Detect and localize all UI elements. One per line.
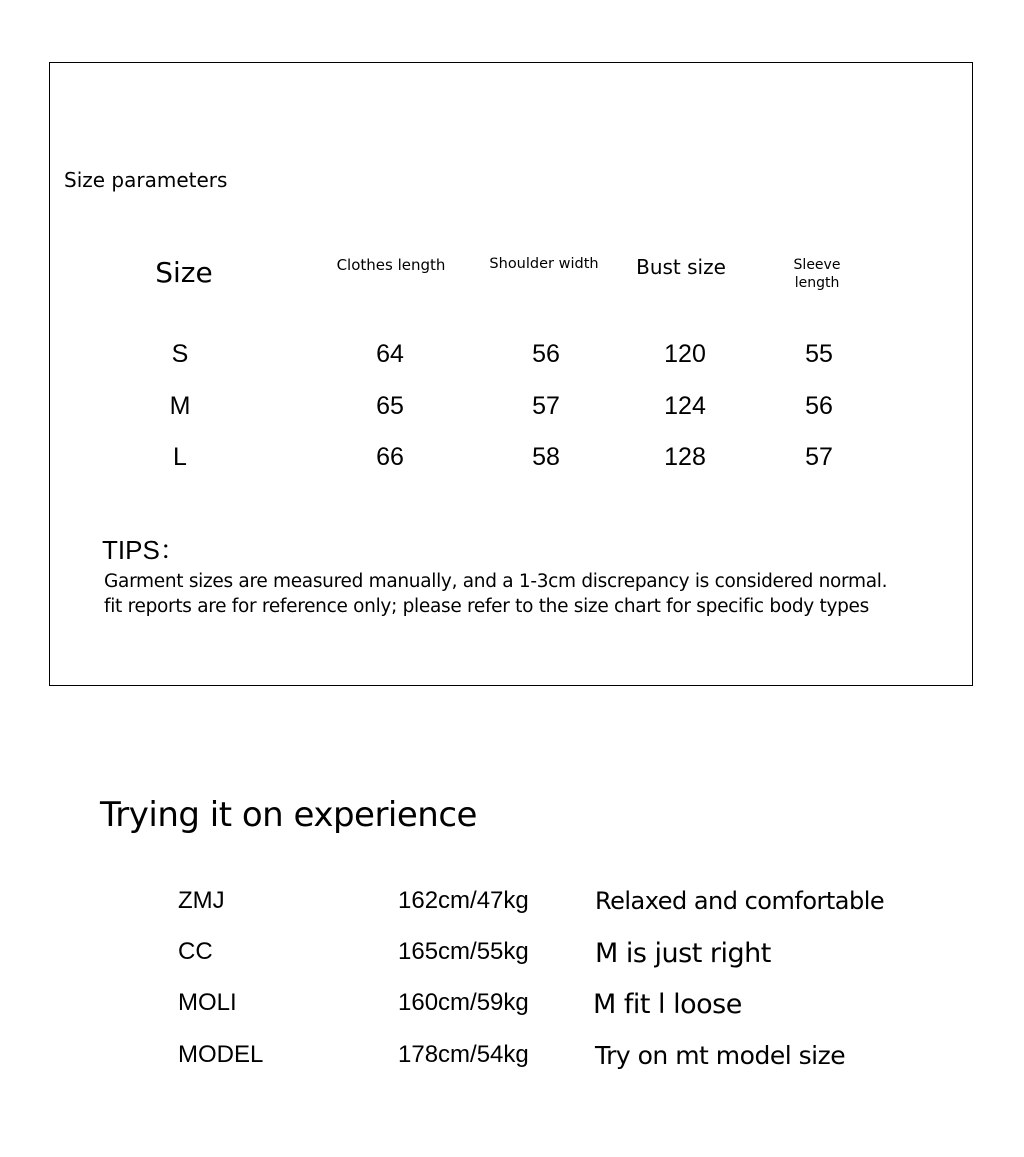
experience-comment-cc: M is just right: [595, 938, 771, 969]
experience-stats-moli: 160cm/59kg: [398, 989, 529, 1016]
tips-title: TIPS：: [102, 535, 186, 565]
experience-name-moli: MOLI: [178, 989, 237, 1016]
row-s-clothes-length: 64: [376, 340, 404, 368]
row-l-shoulder-width: 58: [532, 443, 560, 471]
row-m-size: M: [169, 392, 191, 420]
header-sleeve-length: Sleeve length: [793, 257, 841, 291]
experience-stats-zmj: 162cm/47kg: [398, 887, 529, 914]
row-s-bust-size: 120: [664, 340, 706, 368]
experience-name-cc: CC: [178, 938, 213, 965]
header-shoulder-width: Shoulder width: [489, 256, 599, 272]
row-l-bust-size: 128: [664, 443, 706, 471]
experience-title: Trying it on experience: [100, 795, 477, 835]
experience-name-model: MODEL: [178, 1041, 264, 1068]
row-m-shoulder-width: 57: [532, 392, 560, 420]
size-parameters-panel: [49, 62, 973, 686]
experience-name-zmj: ZMJ: [178, 887, 225, 914]
experience-comment-model: Try on mt model size: [595, 1041, 846, 1070]
row-m-bust-size: 124: [664, 392, 706, 420]
experience-comment-zmj: Relaxed and comfortable: [595, 887, 885, 915]
row-l-size: L: [173, 443, 187, 471]
experience-comment-moli: M fit l loose: [593, 989, 742, 1020]
row-m-sleeve-length: 56: [805, 392, 833, 420]
experience-stats-cc: 165cm/55kg: [398, 938, 529, 965]
row-s-sleeve-length: 55: [805, 340, 833, 368]
header-clothes-length: Clothes length: [336, 256, 446, 274]
row-m-clothes-length: 65: [376, 392, 404, 420]
row-s-size: S: [171, 340, 189, 368]
tips-line-1: Garment sizes are measured manually, and a 1-3cm discrepancy is considered normal.: [104, 571, 888, 592]
row-l-sleeve-length: 57: [805, 443, 833, 471]
row-l-clothes-length: 66: [376, 443, 404, 471]
row-s-shoulder-width: 56: [532, 340, 560, 368]
experience-stats-model: 178cm/54kg: [398, 1041, 529, 1068]
tips-line-2: fit reports are for reference only; please refer to the size chart for specific body types: [104, 596, 869, 617]
size-parameters-label: Size parameters: [64, 168, 228, 192]
header-bust-size: Bust size: [636, 255, 726, 279]
header-size: Size: [155, 256, 213, 289]
